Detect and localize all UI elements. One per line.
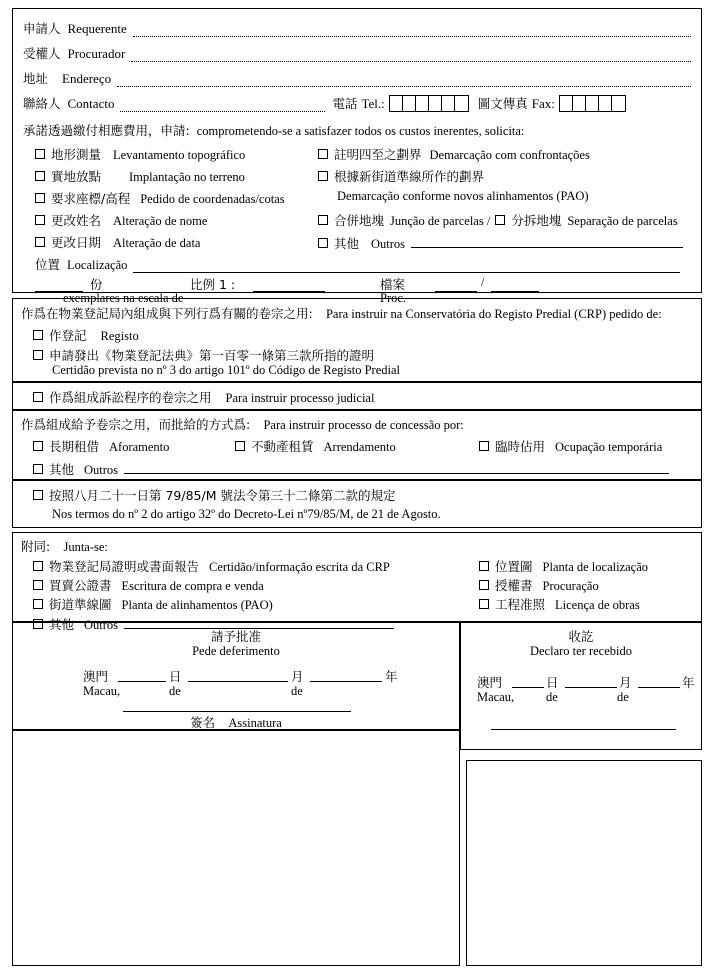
option-label-pt: Levantamento topográfico — [113, 148, 246, 162]
checkbox-icon[interactable] — [33, 561, 43, 571]
option-pedido-coordenadas-cotas[interactable] — [35, 189, 285, 207]
signature-month-input[interactable] — [188, 667, 288, 682]
option-demarcacao-novos-alinhamentos-cn[interactable] — [318, 167, 484, 185]
attachment-label-pt: Outros — [84, 618, 119, 632]
file-slash: / — [481, 275, 485, 289]
attachment-label-pt: Procuração — [542, 579, 599, 593]
fax-label-cn: 圖文傳真 — [477, 96, 528, 111]
localizacao-label-cn: 位置 — [35, 257, 61, 272]
field-requerente-label-pt: Requerente — [67, 21, 127, 36]
receipt-month-input[interactable] — [565, 673, 617, 688]
fax-digit-boxes[interactable] — [559, 95, 626, 112]
checkbox-icon[interactable] — [35, 171, 45, 181]
option-label-cn: 註明四至之劃界 — [334, 147, 422, 162]
signature-year-cn: 年 — [385, 669, 398, 684]
checkbox-icon[interactable] — [33, 599, 43, 609]
receipt-day-cn: 日 — [546, 675, 559, 690]
signature-label-wrap — [13, 713, 459, 731]
commitment-cn: 承諾透過繳付相應費用，申請: — [23, 123, 190, 138]
checkbox-icon[interactable] — [33, 580, 43, 590]
decree-label-pt-wrap — [52, 507, 441, 522]
attachment-escritura[interactable] — [33, 576, 264, 594]
signature-section — [12, 622, 460, 730]
option-label-cn: 其他 — [334, 236, 360, 251]
concession-option-label-pt: Outros — [84, 463, 119, 477]
checkbox-icon[interactable] — [235, 441, 245, 451]
tel-label-cn: 電話 — [332, 96, 358, 111]
concession-option-ocupacao[interactable] — [479, 437, 662, 455]
checkbox-icon[interactable] — [318, 238, 328, 248]
attachments-title-cn: 附同: — [21, 539, 51, 554]
receipt-month-cn: 月 — [619, 675, 632, 690]
signature-title-pt-wrap — [13, 644, 459, 659]
copies-label-cn: 份 — [90, 277, 103, 292]
signature-title-pt: Pede deferimento — [192, 644, 280, 658]
concession-option-label-cn: 臨時佔用 — [495, 439, 546, 454]
checkbox-icon[interactable] — [495, 215, 505, 225]
judicial-label-pt: Para instruir processo judicial — [225, 391, 375, 405]
signature-place-pt: Macau, — [83, 684, 121, 698]
signature-month-cn: 月 — [291, 669, 304, 684]
attachment-label-cn: 買賣公證書 — [49, 578, 112, 593]
concession-option-label-cn: 不動產租賃 — [251, 439, 314, 454]
field-contacto — [23, 94, 691, 112]
attachment-label-cn: 物業登記局證明或書面報告 — [49, 559, 200, 574]
attachment-label-cn: 街道準線圖 — [49, 597, 112, 612]
file-label-pt: Proc. — [380, 291, 407, 305]
checkbox-icon[interactable] — [35, 149, 45, 159]
checkbox-icon[interactable] — [479, 580, 489, 590]
checkbox-icon[interactable] — [318, 215, 328, 225]
option-label-pt: Demarcação com confrontações — [429, 148, 590, 162]
option-label-cn: 實地放點 — [51, 169, 102, 184]
receipt-section — [460, 622, 702, 750]
option-alteracao-nome[interactable] — [35, 211, 207, 229]
signature-title-cn-wrap — [13, 627, 459, 645]
option-label-cn: 分拆地塊 — [511, 213, 562, 228]
attachment-label-pt: Escritura de compra e venda — [121, 579, 264, 593]
field-procurador-input[interactable] — [131, 47, 691, 62]
judicial-label-cn: 作爲組成訴訟程序的卷宗之用 — [49, 390, 212, 405]
file-input-2[interactable] — [491, 277, 539, 292]
copies-label-pt: exemplares na escala de — [63, 291, 184, 305]
concession-option-label-cn: 長期租借 — [49, 439, 100, 454]
scale-input[interactable] — [253, 277, 325, 292]
notes-area-left[interactable] — [12, 730, 460, 966]
signature-label-pt: Assinatura — [228, 716, 282, 730]
attachment-planta-localizacao[interactable] — [479, 557, 648, 575]
field-contacto-label-cn: 聯絡人 — [23, 96, 61, 111]
concession-option-arrendamento[interactable] — [235, 437, 396, 455]
receipt-title-pt: Declaro ter recebido — [529, 644, 633, 658]
commitment-pt: comprometendo-se a satisfazer todos os custos inerentes, solicita: — [196, 124, 525, 138]
attachment-label-pt: Planta de alinhamentos (PAO) — [121, 598, 273, 612]
concession-option-outros[interactable] — [33, 459, 683, 478]
checkbox-icon[interactable] — [33, 464, 43, 474]
option-juncao-parcelas[interactable] — [318, 211, 678, 229]
attachments-section — [12, 532, 702, 632]
checkbox-icon[interactable] — [479, 441, 489, 451]
field-procurador-label-cn: 受權人 — [23, 46, 61, 61]
checkbox-icon[interactable] — [35, 193, 45, 203]
option-implantacao-terreno[interactable] — [35, 167, 245, 185]
commitment-line — [23, 121, 524, 139]
field-requerente-label-cn: 申請人 — [23, 21, 61, 36]
option-label-pt: Alteração de nome — [113, 214, 208, 228]
option-label-pt: Implantação no terreno — [129, 170, 245, 184]
field-requerente-input[interactable] — [133, 22, 691, 37]
tel-label-pt: Tel.: — [361, 96, 385, 111]
field-contacto-label-pt: Contacto — [67, 96, 115, 111]
field-requerente — [23, 19, 691, 37]
option-label-cn: 更改姓名 — [51, 213, 102, 228]
attachments-title — [21, 537, 108, 555]
field-procurador — [23, 44, 691, 62]
concession-option-label-pt: Arrendamento — [323, 440, 396, 454]
attachment-licenca-obras[interactable] — [479, 595, 640, 613]
option-demarcacao-novos-alinhamentos-pt — [337, 189, 589, 204]
receipt-month-pt: de — [617, 690, 629, 704]
localizacao-label-pt: Localização — [67, 258, 128, 272]
signature-day-pt: de — [169, 684, 181, 698]
concession-option-label-pt: Ocupação temporária — [555, 440, 663, 454]
field-endereco-input[interactable] — [117, 72, 691, 87]
crp-option-label-cn: 作登記 — [49, 328, 87, 343]
option-label-cn: 要求座標/高程 — [51, 191, 131, 206]
checkbox-icon[interactable] — [33, 330, 43, 340]
receipt-place-pt: Macau, — [477, 690, 515, 704]
receipt-year-input[interactable] — [638, 673, 680, 688]
decree-label-pt: Nos termos do nº 2 do artigo 32º do Decreto-Lei nº79/85/M, de 21 de Agosto. — [52, 507, 441, 521]
option-levantamento-topografico[interactable] — [35, 145, 245, 163]
checkbox-icon[interactable] — [479, 561, 489, 571]
decree-option[interactable] — [33, 486, 395, 504]
checkbox-icon[interactable] — [33, 490, 43, 500]
receipt-place-cn: 澳門 — [477, 675, 503, 690]
attachment-procuracao[interactable] — [479, 576, 599, 594]
checkbox-icon[interactable] — [318, 149, 328, 159]
option-outros-pedido[interactable] — [318, 233, 683, 252]
receipt-year-cn: 年 — [682, 675, 695, 690]
checkbox-icon[interactable] — [33, 441, 43, 451]
attachment-label-pt: Planta de localização — [542, 560, 649, 574]
receipt-title-pt-wrap — [461, 644, 701, 659]
attachment-label-pt: Certidão/informação escrita da CRP — [209, 560, 390, 574]
crp-section — [12, 298, 702, 382]
signature-date-row — [83, 667, 423, 701]
checkbox-icon[interactable] — [35, 215, 45, 225]
checkbox-icon[interactable] — [33, 392, 43, 402]
receipt-title-cn: 收訖 — [568, 629, 594, 644]
option-label-cn: 更改日期 — [51, 235, 102, 250]
receipt-signature-line[interactable] — [491, 729, 676, 730]
attachment-label-cn: 授權書 — [495, 578, 533, 593]
checkbox-icon[interactable] — [33, 350, 43, 360]
option-outros-pedido-input[interactable] — [411, 233, 683, 248]
crp-sub-label-pt: Certidão prevista no nº 3 do artigo 101º do Código de Registo Predial — [52, 363, 400, 377]
field-endereco-label-pt: Endereço — [62, 71, 112, 86]
decree-section — [12, 480, 702, 528]
notes-area-right[interactable] — [466, 760, 702, 966]
localizacao-input[interactable] — [133, 258, 680, 273]
attachment-label-cn: 其他 — [49, 617, 75, 632]
option-label-cn: 地形測量 — [51, 147, 102, 162]
option-demarcacao-confrontacoes[interactable] — [318, 145, 590, 163]
receipt-day-input[interactable] — [512, 673, 544, 688]
checkbox-icon[interactable] — [479, 599, 489, 609]
concession-option-label-cn: 其他 — [49, 462, 75, 477]
attachment-planta-alinhamentos[interactable] — [33, 595, 273, 613]
crp-option-certidao-pt — [52, 363, 400, 378]
scale-label-cn: 比例 1 : — [190, 277, 236, 292]
concession-title-cn: 作爲組成給予卷宗之用，而批給的方式爲: — [21, 417, 251, 432]
attachment-label-cn: 位置圖 — [495, 559, 533, 574]
crp-title-pt: Para instruir na Conservatória do Registo Predial (CRP) pedido de: — [325, 307, 662, 321]
option-label-pt: Separação de parcelas — [567, 214, 678, 228]
signature-place-cn: 澳門 — [83, 669, 109, 684]
judicial-option[interactable] — [33, 388, 374, 406]
file-label-cn: 檔案 — [380, 277, 406, 292]
signature-line[interactable] — [123, 711, 351, 712]
crp-title — [21, 304, 662, 322]
option-label-cn: 根據新街道準線所作的劃界 — [334, 169, 485, 184]
option-label-pt: Pedido de coordenadas/cotas — [140, 192, 285, 206]
signature-year-input[interactable] — [310, 667, 382, 682]
receipt-title-cn-wrap — [461, 627, 701, 645]
receipt-day-pt: de — [546, 690, 558, 704]
crp-title-cn: 作爲在物業登記局內組成與下列行爲有關的卷宗之用: — [21, 306, 313, 321]
concession-section — [12, 410, 702, 480]
file-input-1[interactable] — [435, 277, 477, 292]
checkbox-icon[interactable] — [35, 237, 45, 247]
field-procurador-label-pt: Procurador — [67, 46, 126, 61]
receipt-date-row — [477, 673, 695, 707]
option-label-pt: Junção de parcelas / — [390, 214, 491, 228]
concession-option-aforamento[interactable] — [33, 437, 169, 455]
concession-outros-input[interactable] — [124, 459, 669, 474]
field-endereco — [23, 69, 691, 87]
field-contacto-input[interactable] — [120, 97, 325, 112]
signature-day-cn: 日 — [169, 669, 182, 684]
tel-digit-boxes[interactable] — [389, 95, 469, 112]
option-label-pt: Alteração de data — [113, 236, 201, 250]
signature-month-pt: de — [291, 684, 303, 698]
concession-title-pt: Para instruir processo de concessão por: — [263, 418, 464, 432]
concession-title — [21, 415, 464, 433]
field-localizacao — [35, 255, 680, 273]
attachment-label-pt: Licença de obras — [555, 598, 640, 612]
crp-option-registo[interactable] — [33, 326, 139, 344]
signature-day-input[interactable] — [118, 667, 166, 682]
copies-input[interactable] — [35, 277, 83, 292]
crp-option-label-pt: Registo — [100, 329, 139, 343]
field-endereco-label-cn: 地址 — [23, 71, 49, 86]
concession-option-label-pt: Aforamento — [109, 440, 170, 454]
checkbox-icon[interactable] — [318, 171, 328, 181]
option-label-cn: 合併地塊 — [334, 213, 385, 228]
applicant-section — [12, 8, 702, 305]
decree-label-cn: 按照八月二十一日第 79/85/M 號法令第三十二條第二款的規定 — [49, 488, 396, 503]
attachment-certidao-crp[interactable] — [33, 557, 390, 575]
crp-option-label-cn: 申請發出《物業登記法典》第一百零一條第三款所指的證明 — [49, 348, 375, 363]
signature-label-cn: 簽名 — [190, 715, 216, 730]
option-label-pt: Demarcação conforme novos alinhamentos (PAO) — [337, 189, 589, 203]
crp-option-certidao[interactable] — [33, 346, 374, 364]
attachment-label-cn: 工程准照 — [495, 597, 546, 612]
option-label-pt: Outros — [371, 237, 406, 251]
fax-label-pt: Fax: — [531, 96, 555, 111]
judicial-section — [12, 382, 702, 410]
option-alteracao-data[interactable] — [35, 233, 200, 251]
signature-title-cn: 請予批准 — [210, 629, 261, 644]
attachments-title-pt: Junta-se: — [63, 540, 108, 554]
